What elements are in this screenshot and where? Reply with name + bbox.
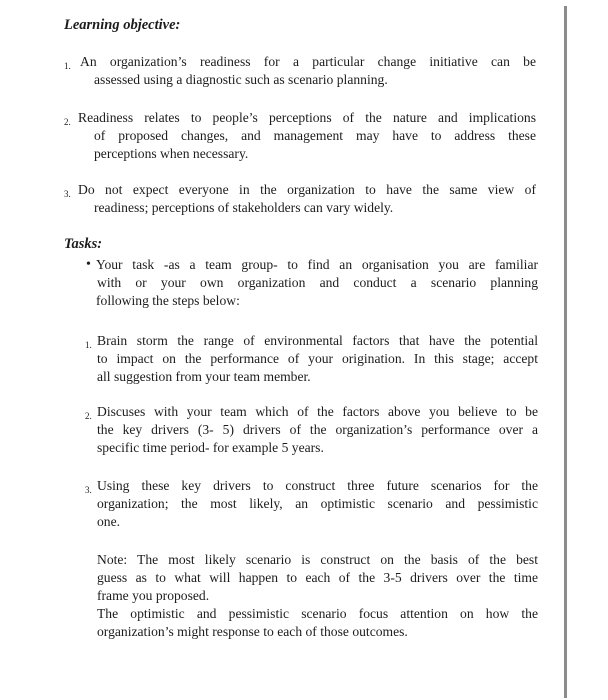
step-1-text: [97, 332, 538, 386]
step-3-number: 3.: [85, 485, 92, 495]
step-2-line-2: the key drivers (3- 5) drivers of the organization’s performance over a: [97, 422, 538, 437]
step-1-line-1: Brain storm the range of environmental factors that have the potential: [97, 333, 538, 348]
task-bullet-line-3: following the steps below:: [96, 293, 240, 308]
objective-2-line-3: perceptions when necessary.: [94, 146, 249, 161]
objective-1-line-1: An organization’s readiness for a particular change initiative can be: [80, 54, 536, 69]
step-3-text: [97, 477, 538, 531]
note-line-1: Note: The most likely scenario is construct on the basis of the best: [97, 552, 538, 567]
task-bullet-line-1: Your task -as a team group- to find an organisation you are familiar: [96, 257, 538, 272]
objective-1-text: [80, 53, 536, 89]
objective-1-number: 1.: [64, 61, 71, 71]
step-2-line-3: specific time period- for example 5 years.: [97, 440, 324, 455]
note-text: [97, 551, 538, 641]
objective-3-line-1: Do not expect everyone in the organization to have the same view of: [78, 182, 536, 197]
step-2-number: 2.: [85, 411, 92, 421]
step-1-number: 1.: [85, 340, 92, 350]
learning-objective-heading: Learning objective:: [64, 17, 181, 33]
step-2-text: [97, 403, 538, 457]
note-line-5: organization’s might response to each of those outcomes.: [97, 624, 408, 639]
task-bullet-icon: •: [86, 257, 91, 272]
step-1-line-2: to impact on the performance of your origination. In this stage; accept: [97, 351, 538, 366]
note-line-3: frame you proposed.: [97, 588, 210, 603]
note-line-4: The optimistic and pessimistic scenario focus attention on how the: [97, 606, 538, 621]
objective-1-line-2: assessed using a diagnostic such as scenario planning.: [94, 72, 388, 87]
page-edge-divider: [564, 6, 567, 698]
task-bullet-text: [96, 256, 538, 310]
step-3-line-3: one.: [97, 514, 121, 529]
objective-2-text: [78, 109, 536, 163]
task-bullet-line-2: with or your own organization and conduct a scenario planning: [97, 275, 538, 290]
note-line-2: guess as to what will happen to each of the 3-5 drivers over the time: [97, 570, 538, 585]
objective-3-number: 3.: [64, 189, 71, 199]
objective-2-line-1: Readiness relates to people’s perceptions of the nature and implications: [78, 110, 536, 125]
step-2-line-1: Discuses with your team which of the factors above you believe to be: [97, 404, 538, 419]
objective-2-number: 2.: [64, 117, 71, 127]
step-3-line-2: organization; the most likely, an optimistic scenario and pessimistic: [97, 496, 538, 511]
tasks-heading: Tasks:: [64, 236, 103, 252]
objective-3-text: [78, 181, 536, 217]
objective-2-line-2: of proposed changes, and management may have to address these: [94, 128, 536, 143]
step-3-line-1: Using these key drivers to construct three future scenarios for the: [97, 478, 538, 493]
objective-3-line-2: readiness; perceptions of stakeholders can vary widely.: [94, 200, 394, 215]
step-1-line-3: all suggestion from your team member.: [97, 369, 311, 384]
